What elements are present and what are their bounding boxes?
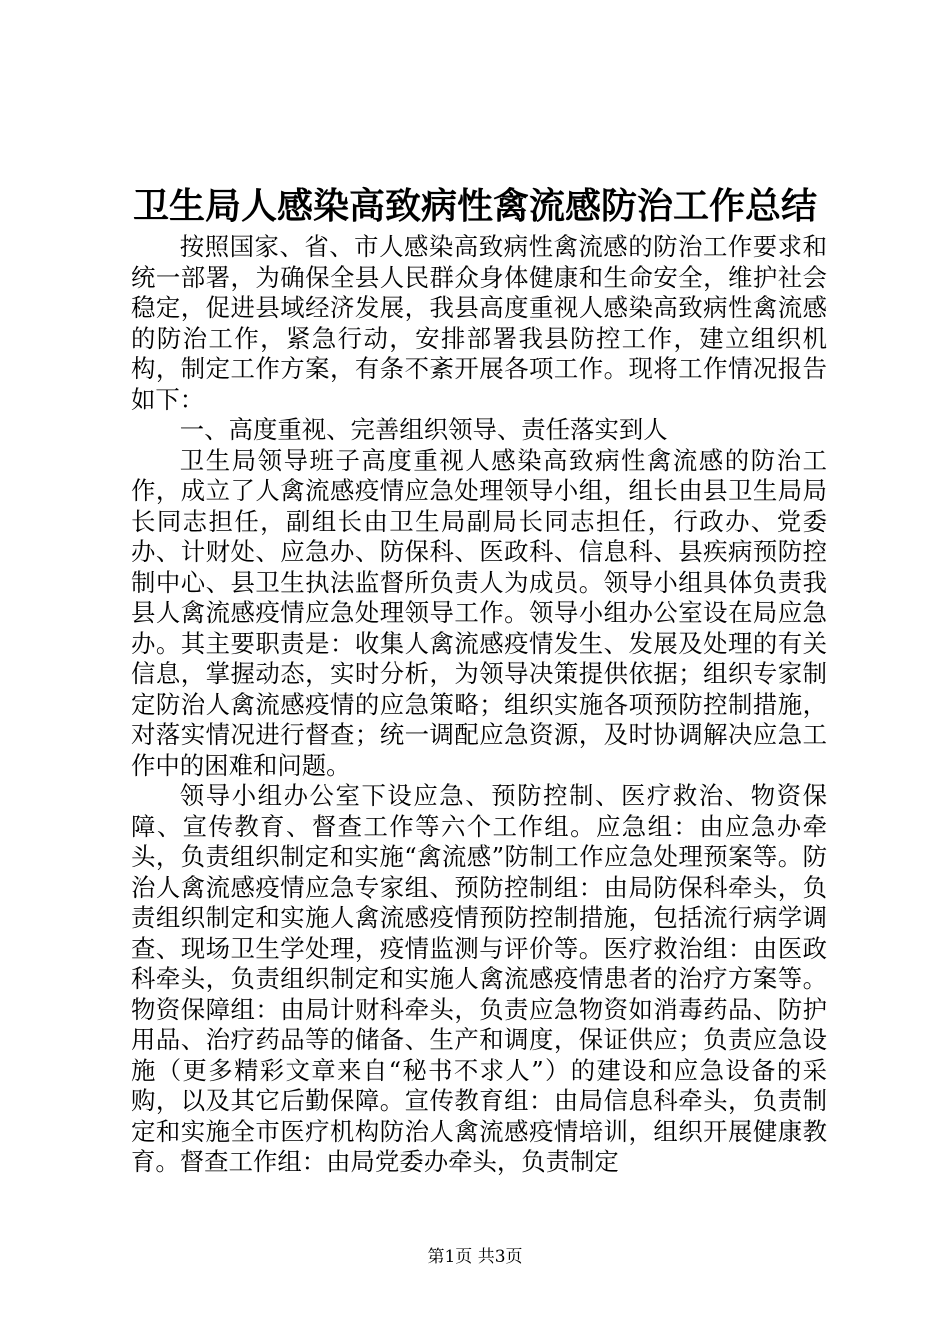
- body-paragraph: 卫生局领导班子高度重视人感染高致病性禽流感的防治工作，成立了人禽流感疫情应急处理领导小组，组长由县卫生局局长同志担任，副组长由卫生局副局长同志担任，行政办、党委办、计财处、应急办、防保科、医政科、信息科、县疾病预防控制中心、县卫生执法监督所负责人为成员。领导小组具体负责我县人禽流感疫情应急处理领导工作。领导小组办公室设在局应急办。其主要职责是：收集人禽流感疫情发生、发展及处理的有关信息，掌握动态，实时分析，为领导决策提供依据；组织专家制定防治人禽流感疫情的应急策略；组织实施各项预防控制措施，对落实情况进行督查；统一调配应急资源，及时协调解决应急工作中的困难和问题。: [131, 445, 827, 780]
- page-number-footer: 第1页 共3页: [427, 1247, 523, 1267]
- document-title: 卫生局人感染高致病性禽流感防治工作总结: [132, 185, 817, 227]
- body-paragraph: 领导小组办公室下设应急、预防控制、医疗救治、物资保障、宣传教育、督查工作等六个工作组。应急组：由应急办牵头，负责组织制定和实施“禽流感”防制工作应急处理预案等。防治人禽流感疫情应急专家组、预防控制组：由局防保科牵头，负责组织制定和实施人禽流感疫情预防控制措施，包括流行病学调查、现场卫生学处理，疫情监测与评价等。医疗救治组：由医政科牵头，负责组织制定和实施人禽流感疫情患者的治疗方案等。物资保障组：由局计财科牵头，负责应急物资如消毒药品、防护用品、治疗药品等的储备、生产和调度，保证供应；负责应急设施（更多精彩文章来自“秘书不求人”）的建设和应急设备的采购，以及其它后勤保障。宣传教育组：由局信息科牵头，负责制定和实施全市医疗机构防治人禽流感疫情培训，组织开展健康教育。督查工作组：由局党委办牵头，负责制定: [131, 781, 827, 1176]
- document-body: [131, 232, 827, 1178]
- intro-paragraph: 按照国家、省、市人感染高致病性禽流感的防治工作要求和统一部署，为确保全县人民群众身体健康和生命安全，维护社会稳定，促进县域经济发展，我县高度重视人感染高致病性禽流感的防治工作，紧急行动，安排部署我县防控工作，建立组织机构，制定工作方案，有条不紊开展各项工作。现将工作情况报告如下：: [131, 232, 827, 414]
- section-heading: 一、高度重视、完善组织领导、责任落实到人: [179, 415, 668, 444]
